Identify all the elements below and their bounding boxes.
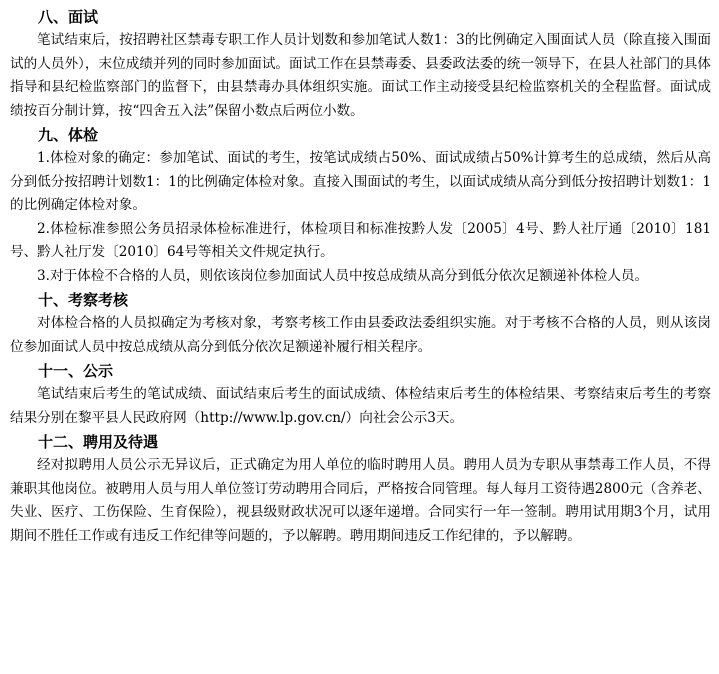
- section-paragraph: 1.体检对象的确定：参加笔试、面试的考生，按笔试成绩占50%、面试成绩占50%计算考生的总成绩，然后从高分到低分按招聘计划数1：1的比例确定体检对象。直接入围面试的考生，以面试成绩从高分到低分按招聘计划数1：1的比例确定体检对象。: [10, 150, 711, 213]
- section-heading-assessment: 十、考察考核: [38, 291, 129, 309]
- section-physical-exam: [10, 123, 711, 288]
- section-assessment: [10, 288, 711, 359]
- section-employment-benefits: [10, 430, 711, 548]
- section-heading-employment-benefits: 十二、聘用及待遇: [38, 433, 159, 451]
- section-paragraph: 3.对于体检不合格的人员，则依该岗位参加面试人员中按总成绩从高分到低分依次足额递补体检人员。: [37, 267, 649, 284]
- section-paragraph: 对体检合格的人员拟确定为考核对象，考察考核工作由县委政法委组织实施。对于考核不合格的人员，则从该岗位参加面试人员中按总成绩从高分到低分依次足额递补履行相关程序。: [10, 315, 711, 355]
- section-publicity: [10, 359, 711, 430]
- section-paragraph: 经对拟聘用人员公示无异议后，正式确定为用人单位的临时聘用人员。聘用人员为专职从事禁毒工作人员，不得兼职其他岗位。被聘用人员与用人单位签订劳动聘用合同后，严格按合同管理。每人每月工资待遇2800元（含养老、失业、医疗、工伤保险、生育保险），视县级财政状况可以逐年递增。合同实行一年一签制。聘用试用期3个月，试用期间不胜任工作或有违反工作纪律等问题的，予以解聘。聘用期间违反工作纪律的，予以解聘。: [10, 457, 711, 544]
- section-heading-physical-exam: 九、体检: [38, 126, 99, 144]
- section-paragraph: 笔试结束后，按招聘社区禁毒专职工作人员计划数和参加笔试人数1：3的比例确定入围面试人员（除直接入围面试的人员外），末位成绩并列的同时参加面试。面试工作在县禁毒委、县委政法委的统一领导下，在县人社部门的具体指导和县纪检监察部门的监督下，由县禁毒办具体组织实施。面试工作主动接受县纪检监察机关的全程监督。面试成绩按百分制计算，按“四舍五入法”保留小数点后两位小数。: [10, 32, 711, 119]
- section-heading-publicity: 十一、公示: [38, 362, 114, 380]
- section-paragraph: 笔试结束后考生的笔试成绩、面试结束后考生的面试成绩、体检结束后考生的体检结果、考察结束后考生的考察结果分别在黎平县人民政府网（http://www.lp.gov.cn/）向社会公示3天。: [10, 386, 711, 426]
- section-paragraph: 2.体检标准参照公务员招录体检标准进行，体检项目和标准按黔人发〔2005〕4号、黔人社厅通〔2010〕181号、黔人社厅发〔2010〕64号等相关文件规定执行。: [10, 220, 711, 260]
- section-heading-interview: 八、面试: [38, 8, 99, 26]
- section-interview: [10, 5, 711, 123]
